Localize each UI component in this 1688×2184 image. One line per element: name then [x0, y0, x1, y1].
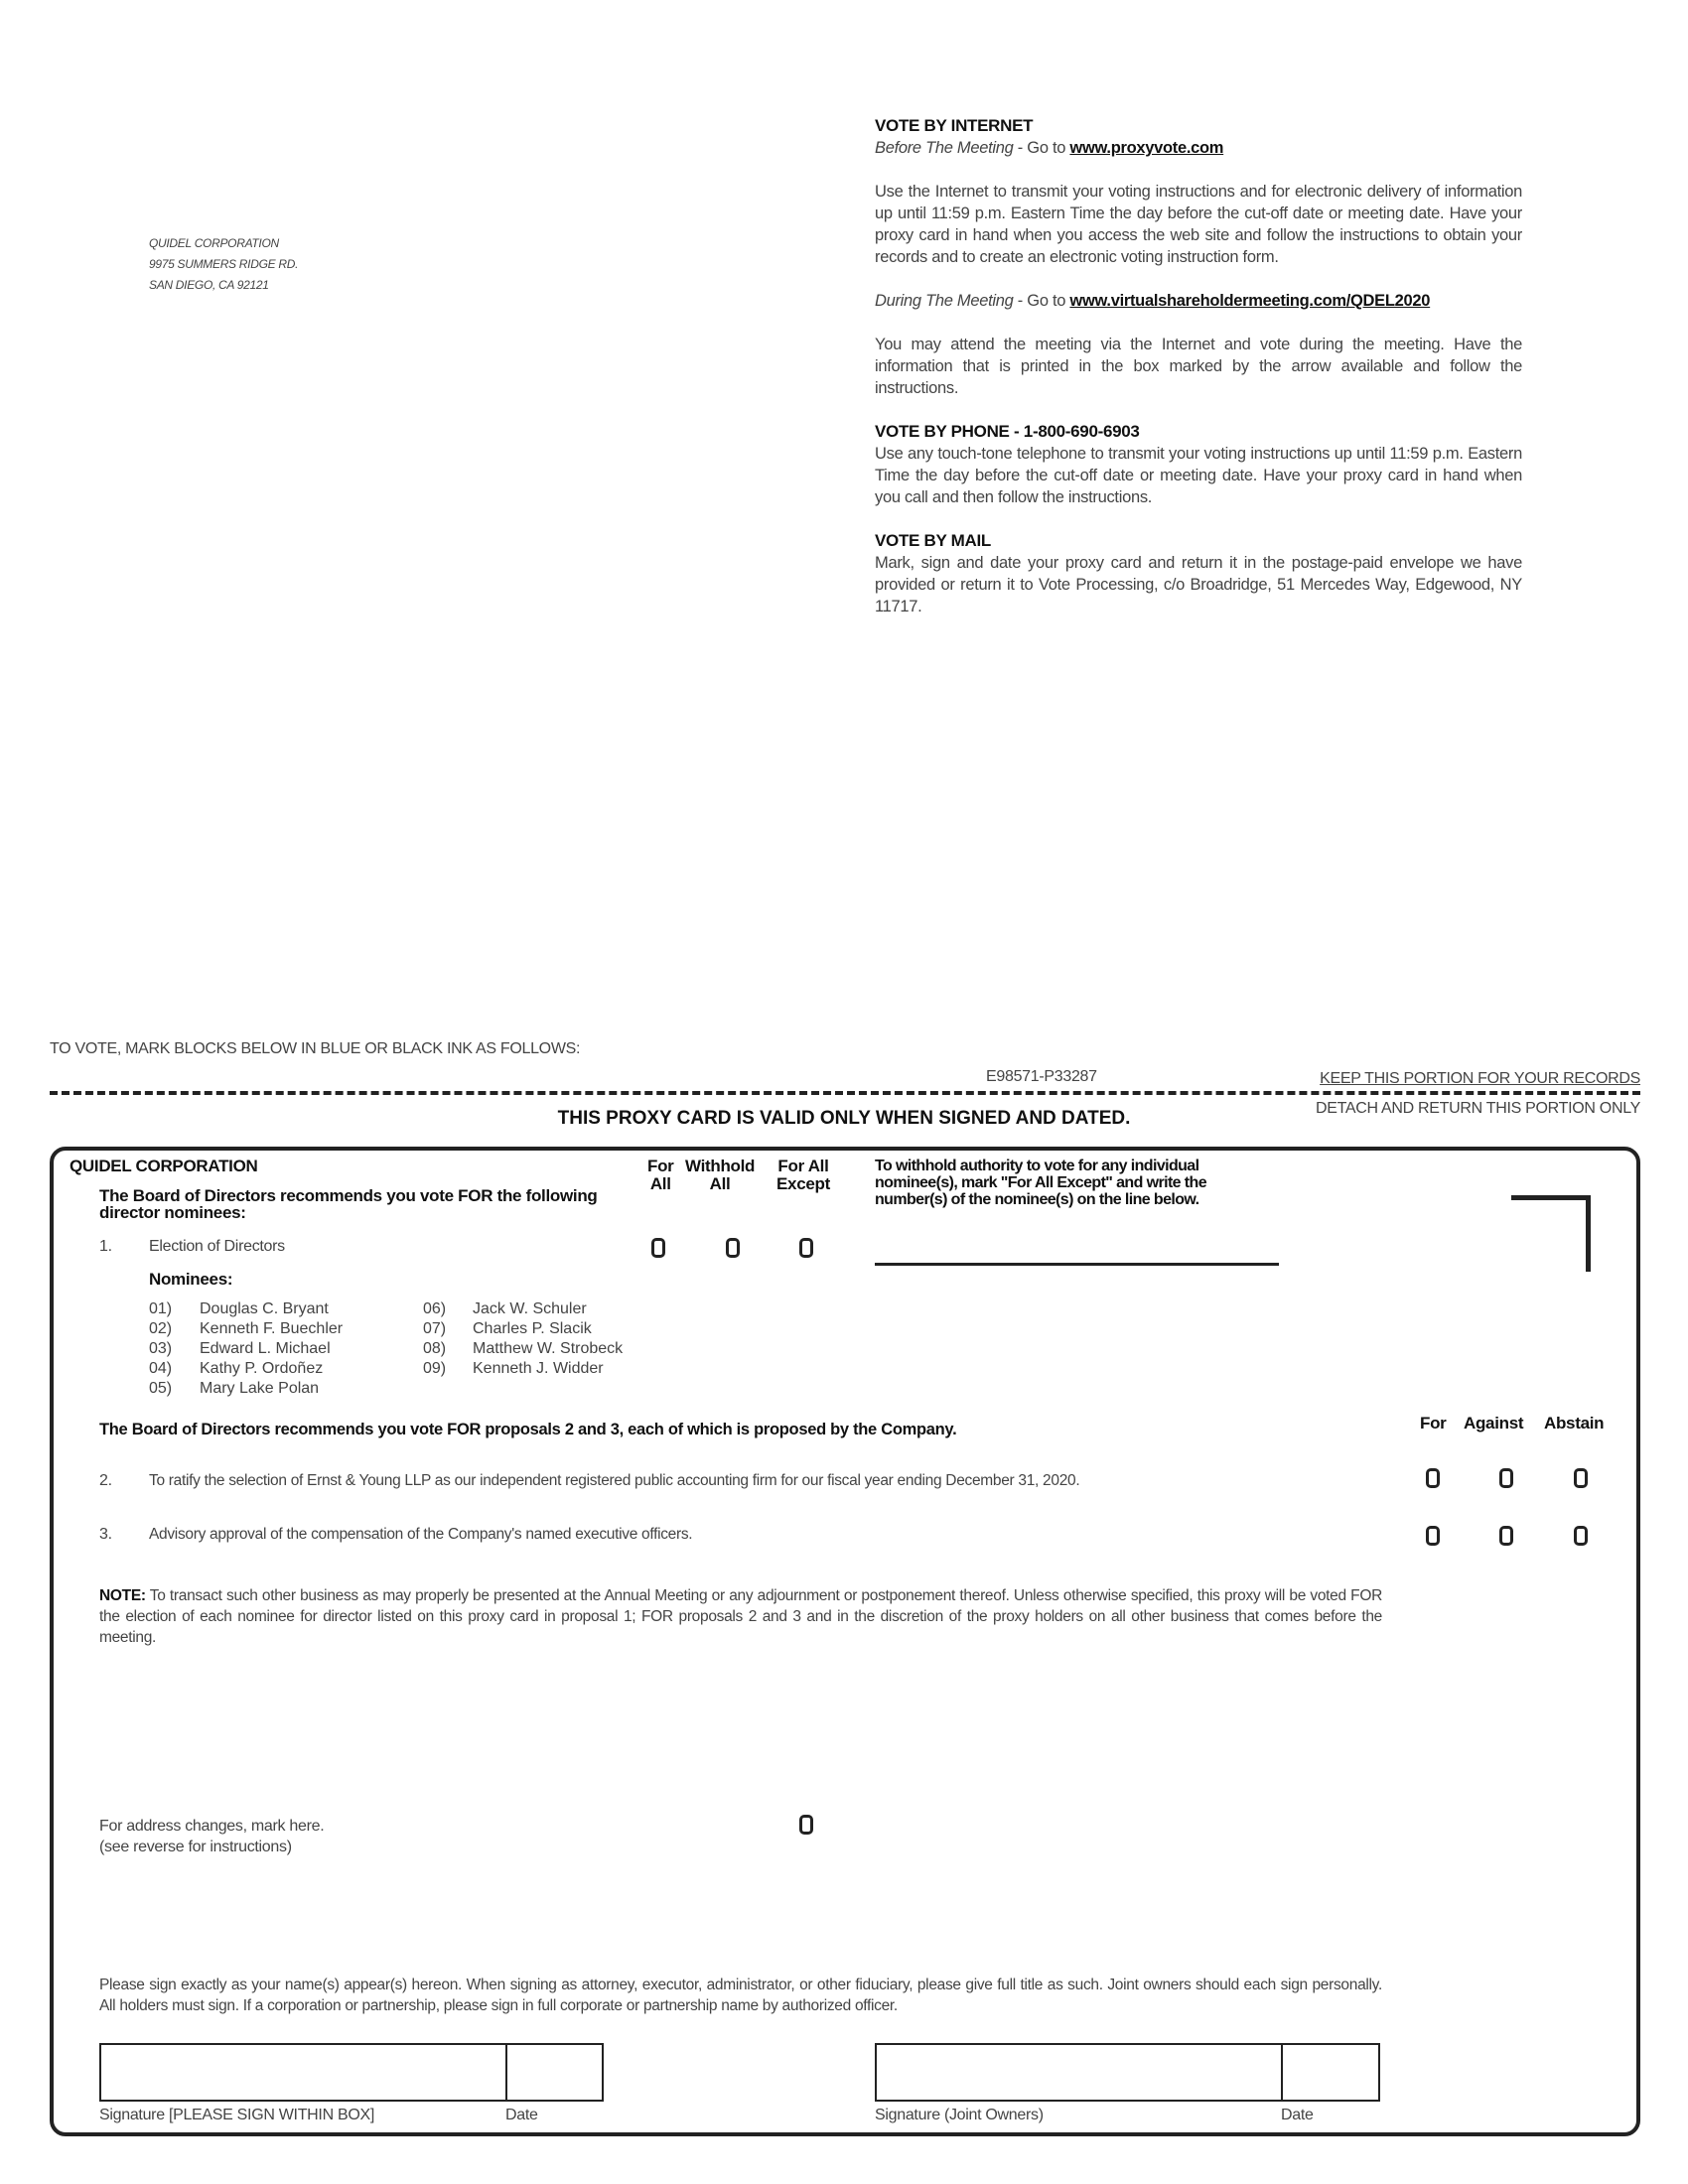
board-recommendation-2: The Board of Directors recommends you vote FOR proposals 2 and 3, each of which is proposed by the Company.	[99, 1421, 957, 1438]
item2-for-checkbox[interactable]	[1426, 1468, 1440, 1488]
note-label: NOTE:	[99, 1587, 146, 1604]
signature-box-1[interactable]	[99, 2043, 604, 2102]
return-address	[149, 233, 298, 296]
internet-text: Use the Internet to transmit your voting instructions and for electronic delivery of information up until 11:59 p.m. Eastern Time the day before the cut-off date or meeting date. Have your proxy card in hand when you access the web site and follow the instructions to obtain your records and to create an electronic voting instruction form.	[875, 183, 1522, 266]
for-all-checkbox[interactable]	[651, 1238, 665, 1258]
item3-for-checkbox[interactable]	[1426, 1526, 1440, 1546]
except-nominee-line[interactable]	[875, 1263, 1279, 1266]
item1-number: 1.	[99, 1238, 112, 1255]
nominee-item: 05) Mary Lake Polan	[149, 1380, 320, 1397]
sign-instruction: Please sign exactly as your name(s) appear(s) hereon. When signing as attorney, executor, administrator, or other fiduciary, please give full title as such. Joint owners should each sign personally. All holders must sign. If a corporation or partnership, please sign in full corporate or partnership name by authorized officer.	[99, 1977, 1382, 2014]
item2-abstain-checkbox[interactable]	[1574, 1468, 1588, 1488]
valid-notice: THIS PROXY CARD IS VALID ONLY WHEN SIGNED AND DATED.	[557, 1108, 1131, 1129]
date-divider	[1281, 2045, 1283, 2100]
date-divider	[505, 2045, 507, 2100]
phone-text: Use any touch-tone telephone to transmit your voting instructions up until 11:59 p.m. Eastern Time the day before the cut-off date or meeting date. Have your proxy card in hand when you call and then follow the instructions.	[875, 445, 1522, 506]
address-change-label: For address changes, mark here. (see reverse for instructions)	[99, 1818, 325, 1855]
company-name: QUIDEL CORPORATION	[70, 1157, 258, 1175]
item3-label: Advisory approval of the compensation of the Company's named executive officers.	[149, 1526, 693, 1543]
note-text: To transact such other business as may properly be presented at the Annual Meeting or any adjournment or postponement thereof. Unless otherwise specified, this proxy will be voted FOR the election of each nominee for director listed on this proxy card in proposal 1; FOR proposals 2 and 3 and in the discretion of the proxy holders on all other business that comes before the meeting.	[99, 1587, 1382, 1646]
address-line: QUIDEL CORPORATION	[149, 236, 279, 250]
item3-abstain-checkbox[interactable]	[1574, 1526, 1588, 1546]
item3-against-checkbox[interactable]	[1499, 1526, 1513, 1546]
item2-number: 2.	[99, 1472, 112, 1489]
item3-number: 3.	[99, 1526, 112, 1543]
mail-text: Mark, sign and date your proxy card and return it in the postage-paid envelope we have provided or return it to Vote Processing, c/o Broadridge, 51 Mercedes Way, Edgewood, NY 11717.	[875, 554, 1522, 615]
address-line: 9975 SUMMERS RIDGE RD.	[149, 257, 299, 271]
col-for-all-except: For All Except	[776, 1157, 830, 1193]
during-text: You may attend the meeting via the Internet and vote during the meeting. Have the information that is printed in the box marked by the arrow available and follow the instructions.	[875, 336, 1522, 397]
before-label: Before The Meeting	[875, 139, 1014, 157]
board-recommendation-1: The Board of Directors recommends you vote FOR the following director nominees:	[99, 1186, 598, 1222]
nominee-item: 06) Jack W. Schuler	[423, 1300, 587, 1317]
address-line: SAN DIEGO, CA 92121	[149, 278, 269, 292]
nominee-item: 01) Douglas C. Bryant	[149, 1300, 329, 1317]
mail-title: VOTE BY MAIL	[875, 531, 991, 550]
note	[99, 1585, 1382, 1648]
nominee-item: 09) Kenneth J. Widder	[423, 1360, 604, 1377]
withhold-instruction: To withhold authority to vote for any individual nominee(s), mark "For All Except" and write the number(s) of the nominee(s) on the line below.	[875, 1158, 1207, 1208]
nominee-list-col2	[423, 1299, 623, 1379]
mark-instruction: TO VOTE, MARK BLOCKS BELOW IN BLUE OR BLACK INK AS FOLLOWS:	[50, 1040, 581, 1057]
for-all-except-checkbox[interactable]	[799, 1238, 813, 1258]
col-against: Against	[1464, 1414, 1524, 1433]
keep-portion-label: KEEP THIS PORTION FOR YOUR RECORDS	[1320, 1070, 1640, 1087]
internet-title: VOTE BY INTERNET	[875, 116, 1034, 135]
goto-text: - Go to	[1013, 139, 1070, 157]
withhold-all-checkbox[interactable]	[726, 1238, 740, 1258]
col-abstain: Abstain	[1544, 1414, 1605, 1433]
voting-instructions	[875, 115, 1522, 617]
col-for: For	[1420, 1414, 1447, 1433]
corner-arrow-mark	[1511, 1195, 1591, 1272]
nominee-item: 03) Edward L. Michael	[149, 1340, 331, 1357]
signature-box-2[interactable]	[875, 2043, 1380, 2102]
nominee-item: 04) Kathy P. Ordoñez	[149, 1360, 324, 1377]
address-change-checkbox[interactable]	[799, 1815, 813, 1835]
nominee-item: 08) Matthew W. Strobeck	[423, 1340, 624, 1357]
nominees-label: Nominees:	[149, 1270, 233, 1289]
item2-against-checkbox[interactable]	[1499, 1468, 1513, 1488]
item2-label: To ratify the selection of Ernst & Young LLP as our independent registered public accounting firm for our fiscal year ending December 31, 2020.	[149, 1472, 1080, 1489]
detach-portion-label: DETACH AND RETURN THIS PORTION ONLY	[1315, 1100, 1640, 1117]
item1-label: Election of Directors	[149, 1238, 285, 1255]
goto-text: - Go to	[1013, 292, 1070, 310]
date-label-2: Date	[1281, 2107, 1314, 2123]
signature-label-2: Signature (Joint Owners)	[875, 2107, 1044, 2123]
col-withhold-all: Withhold All	[685, 1157, 756, 1193]
virtual-meeting-link[interactable]: www.virtualshareholdermeeting.com/QDEL2020	[1069, 292, 1431, 310]
date-label-1: Date	[505, 2107, 538, 2123]
col-for-all: For All	[647, 1157, 674, 1193]
detach-line	[50, 1091, 1640, 1095]
nominee-list-col1	[149, 1299, 343, 1399]
proxyvote-link[interactable]: www.proxyvote.com	[1069, 139, 1224, 157]
nominee-item: 07) Charles P. Slacik	[423, 1320, 592, 1337]
nominee-item: 02) Kenneth F. Buechler	[149, 1320, 344, 1337]
during-label: During The Meeting	[875, 292, 1014, 310]
signature-label-1: Signature [PLEASE SIGN WITHIN BOX]	[99, 2107, 375, 2123]
control-code: E98571-P33287	[986, 1068, 1097, 1085]
phone-title: VOTE BY PHONE - 1-800-690-6903	[875, 422, 1140, 441]
